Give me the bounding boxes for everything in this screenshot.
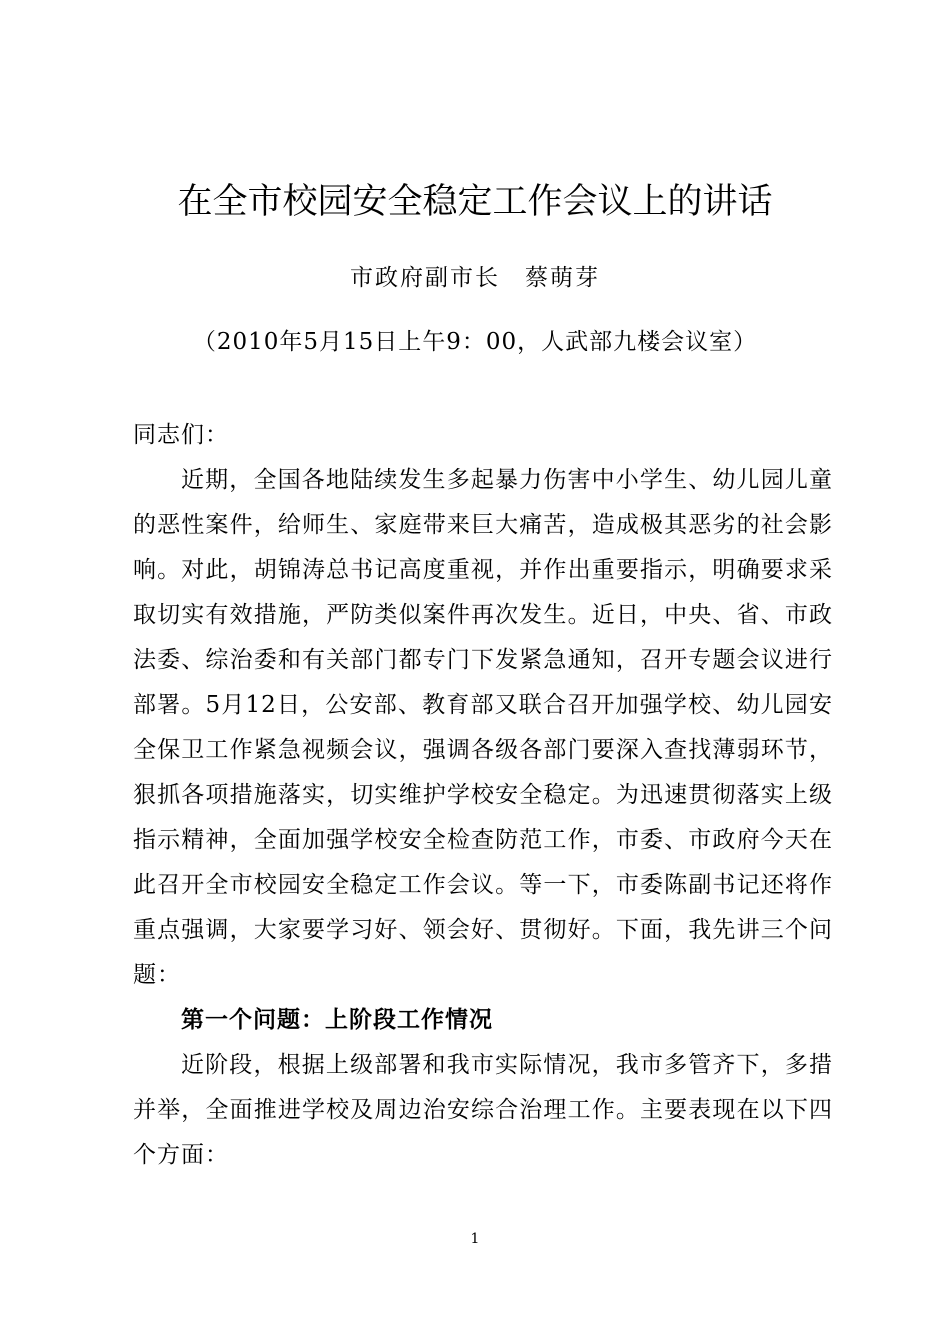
meeting-info-line: （2010年5月15日上午9：00，人武部九楼会议室） xyxy=(192,329,758,355)
paragraph-work-situation: 近阶段，根据上级部署和我市实际情况，我市多管齐下，多措并举，全面推进学校及周边治安综合治理工作。主要表现在以下四个方面： xyxy=(133,1052,833,1168)
salutation: 同志们： xyxy=(133,422,229,448)
page-number: 1 xyxy=(470,1231,480,1247)
paragraph-intro: 近期，全国各地陆续发生多起暴力伤害中小学生、幼儿园儿童的恶性案件，给师生、家庭带来巨大痛苦，造成极其恶劣的社会影响。对此，胡锦涛总书记高度重视，并作出重要指示，明确要求采取切实有效措施，严防类似案件再次发生。近日，中央、省、市政法委、综治委和有关部门都专门下发紧急通知，召开专题会议进行部署。5月12日，公安部、教育部又联合召开加强学校、幼儿园安全保卫工作紧急视频会议，强调各级各部门要深入查找薄弱环节，狠抓各项措施落实，切实维护学校安全稳定。为迅速贯彻落实上级指示精神，全面加强学校安全检查防范工作，市委、市政府今天在此召开全市校园安全稳定工作会议。等一下，市委陈副书记还将作重点强调，大家要学习好、领会好、贯彻好。下面，我先讲三个问题： xyxy=(133,467,833,988)
author-line: 市政府副市长 蔡萌芽 xyxy=(350,265,600,291)
speech-body xyxy=(133,413,833,1178)
document-title: 在全市校园安全稳定工作会议上的讲话 xyxy=(177,182,773,222)
section-heading: 第一个问题：上阶段工作情况 xyxy=(181,1007,493,1033)
